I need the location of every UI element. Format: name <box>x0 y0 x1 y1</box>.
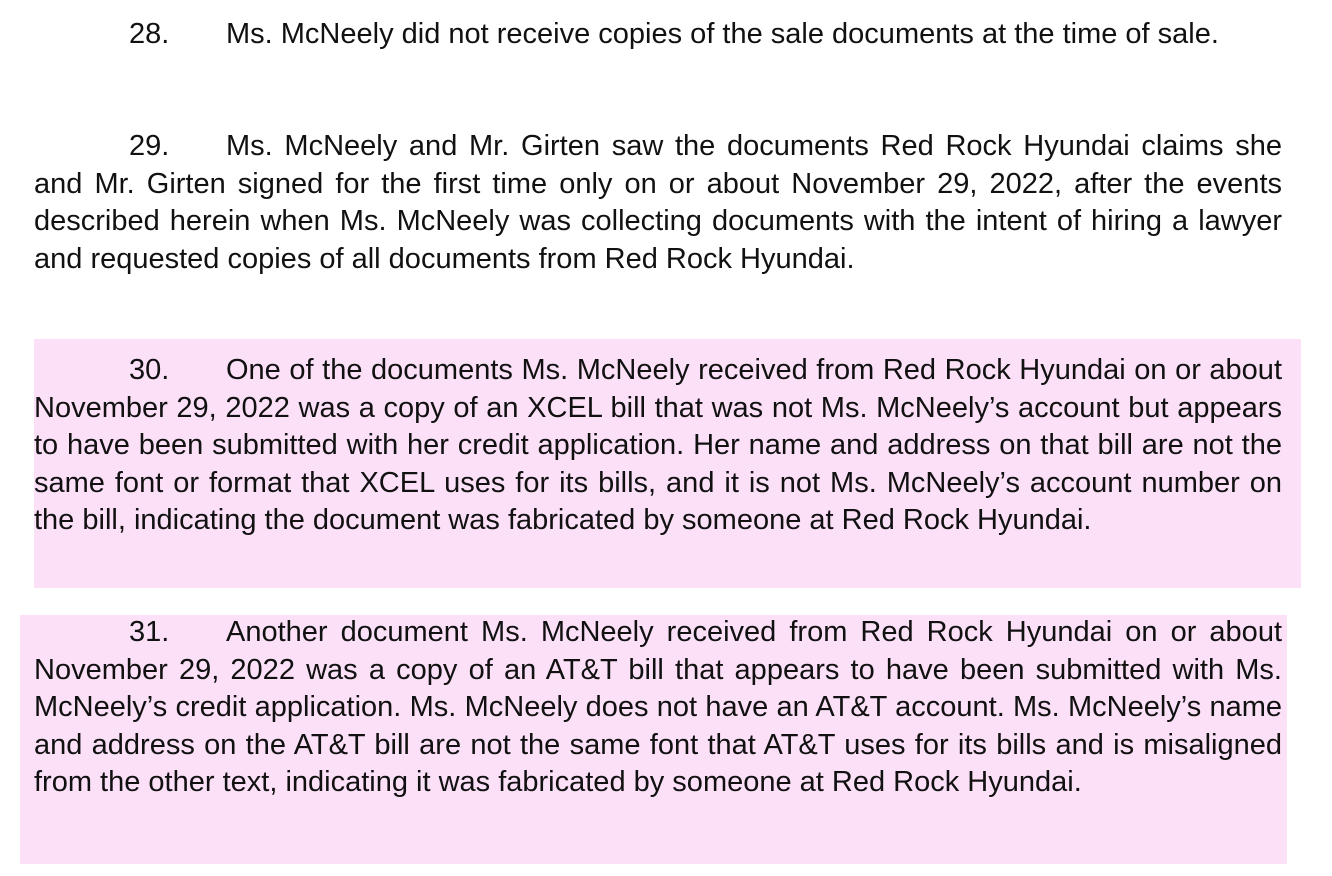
paragraph-30 <box>34 352 1282 540</box>
paragraph-number: 31. <box>129 616 170 648</box>
paragraph-text: Ms. McNeely did not receive copies of the sale documents at the time of sale. <box>226 18 1219 50</box>
paragraph-number: 30. <box>129 354 170 386</box>
paragraph-28 <box>34 16 1282 54</box>
paragraph-29 <box>34 128 1282 278</box>
paragraph-text: Another document Ms. McNeely received from Red Rock Hyundai on or about November 29, 2022 was a copy of an AT&T bill that appears to have been submitted with Ms. McNeely’s credit application. Ms. McNeely does not have an AT&T account. Ms. McNeely’s name and address on the AT&T bill are not the same font that AT&T uses for its bills and is misaligned from the other text, indicating it was fabricated by someone at Red Rock Hyundai. <box>34 616 1282 798</box>
paragraph-number: 28. <box>129 18 170 50</box>
paragraph-number: 29. <box>129 130 170 162</box>
paragraph-text: One of the documents Ms. McNeely received from Red Rock Hyundai on or about November 29, 2022 was a copy of an XCEL bill that was not Ms. McNeely’s account but appears to have been submitted with her credit application. Her name and address on that bill are not the same font or format that XCEL uses for its bills, and it is not Ms. McNeely’s account number on the bill, indicating the document was fabricated by someone at Red Rock Hyundai. <box>34 354 1282 536</box>
paragraph-text: Ms. McNeely and Mr. Girten saw the documents Red Rock Hyundai claims she and Mr. Girten signed for the first time only on or about November 29, 2022, after the events described herein when Ms. McNeely was collecting documents with the intent of hiring a lawyer and requested copies of all documents from Red Rock Hyundai. <box>34 130 1282 275</box>
paragraph-31 <box>34 614 1282 802</box>
